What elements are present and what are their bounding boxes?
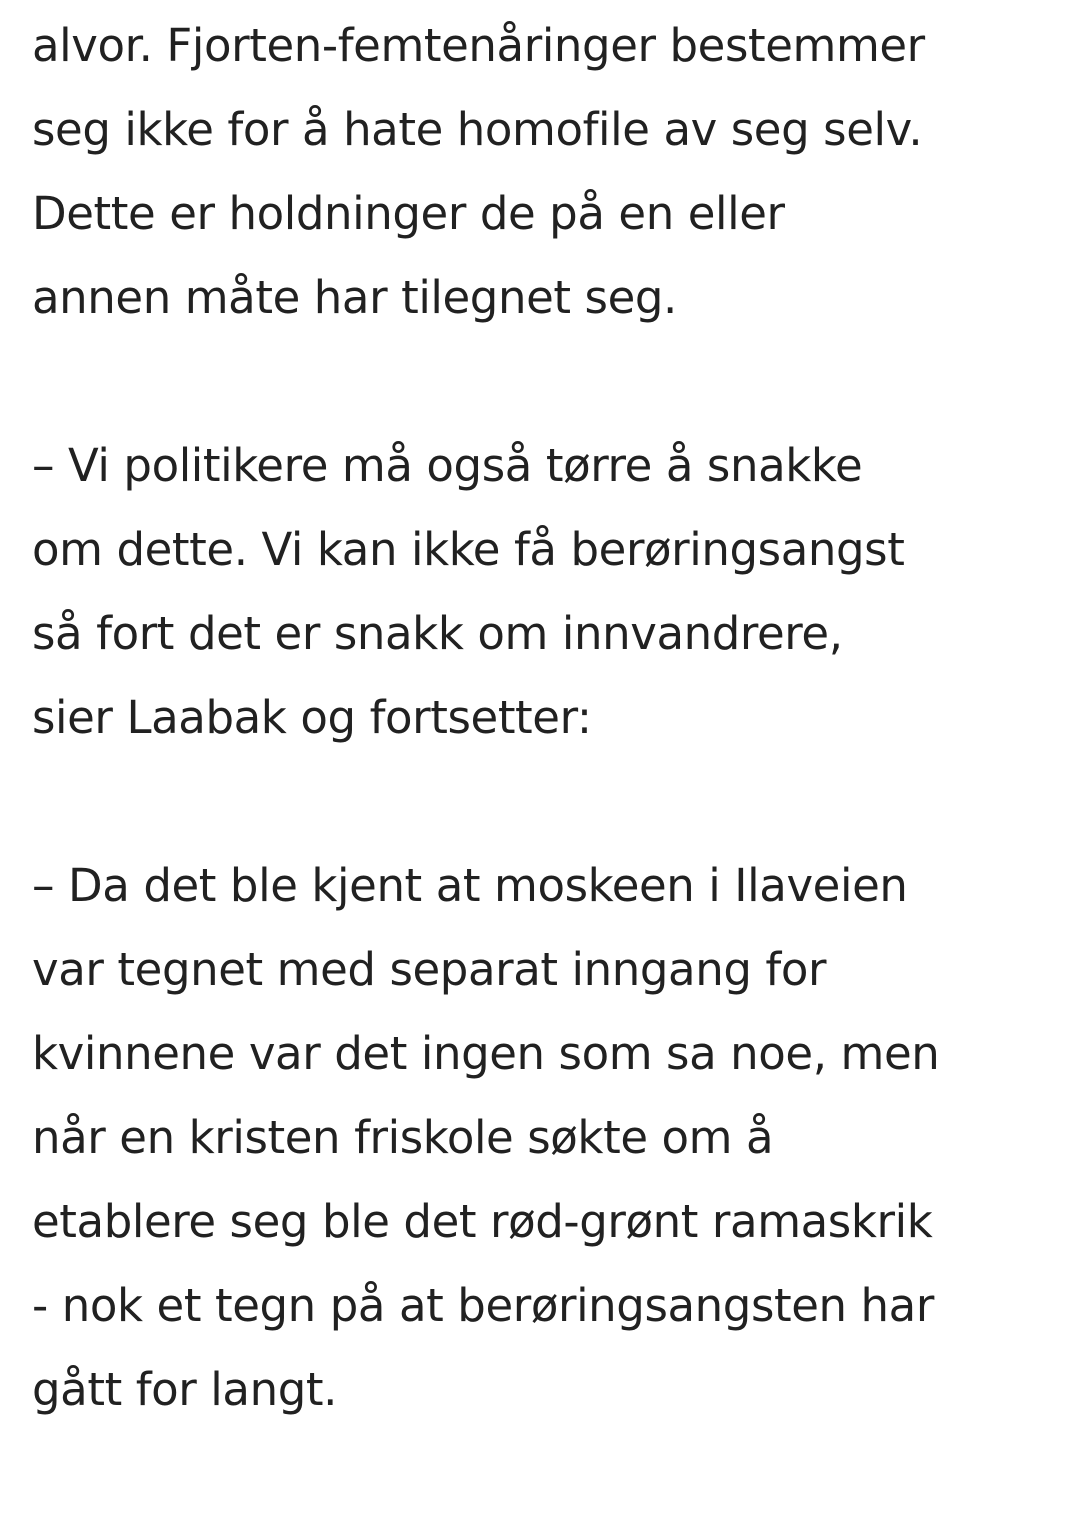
text-line: var tegnet med separat inngang for bbox=[32, 943, 827, 996]
text-line: alvor. Fjorten-femtenåringer bestemmer bbox=[32, 19, 925, 72]
text-line: etablere seg ble det rød-grønt ramaskrik bbox=[32, 1195, 933, 1248]
text-line: seg ikke for å hate homofile av seg selv. bbox=[32, 103, 923, 156]
text-line: – Vi politikere må også tørre å snakke bbox=[32, 439, 863, 492]
text-line: Dette er holdninger de på en eller bbox=[32, 187, 785, 240]
paragraph-1 bbox=[32, 4, 1062, 340]
text-line: kvinnene var det ingen som sa noe, men bbox=[32, 1027, 940, 1080]
text-line: sier Laabak og fortsetter: bbox=[32, 691, 592, 744]
text-line: annen måte har tilegnet seg. bbox=[32, 271, 677, 324]
text-line: så fort det er snakk om innvandrere, bbox=[32, 607, 843, 660]
text-line: – Da det ble kjent at moskeen i Ilaveien bbox=[32, 859, 908, 912]
article-body bbox=[32, 4, 1062, 1516]
text-line: - nok et tegn på at berøringsangsten har bbox=[32, 1279, 934, 1332]
paragraph-3 bbox=[32, 844, 1062, 1432]
text-line: om dette. Vi kan ikke få berøringsangst bbox=[32, 523, 905, 576]
paragraph-2 bbox=[32, 424, 1062, 760]
text-line: når en kristen friskole søkte om å bbox=[32, 1111, 774, 1164]
text-line: gått for langt. bbox=[32, 1363, 338, 1416]
